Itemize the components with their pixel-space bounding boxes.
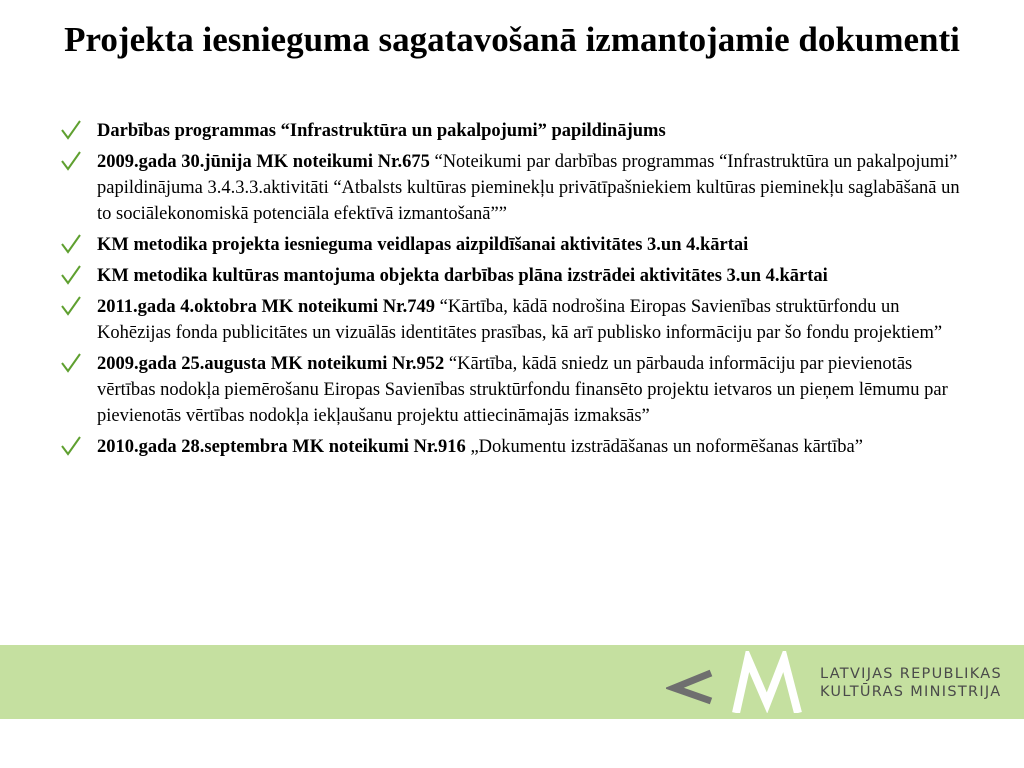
checkmark-icon [60, 119, 82, 141]
checkmark-icon [60, 264, 82, 286]
checkmark-icon [60, 295, 82, 317]
document-list [60, 118, 970, 465]
km-logo-icon [666, 651, 806, 713]
item-text: “Kārtība, kādā nodrošina Eiropas Savienības struktūrfondu un Kohēzijas fonda publicitātes un vizuālās identitātes prasības, kā arī publisko informāciju par šo fondu projektiem” [97, 297, 943, 343]
checkmark-icon [60, 150, 82, 172]
item-bold-text: 2009.gada 25.augusta MK noteikumi Nr.952 [97, 354, 445, 374]
slide-title: Projekta iesnieguma sagatavošanā izmantojamie dokumenti [64, 20, 960, 59]
ministry-name [820, 665, 1002, 701]
list-item [60, 434, 970, 460]
list-item [60, 351, 970, 429]
ministry-line-2: KULTŪRAS MINISTRIJA [820, 684, 1002, 700]
item-bold-text: 2011.gada 4.oktobra MK noteikumi Nr.749 [97, 297, 435, 317]
item-text: “Kārtība, kādā sniedz un pārbauda informāciju par pievienotās vērtības nodokļa piemērošanu Eiropas Savienības struktūrfondu finansēto projektu ietvaros un pieņem lēmumu par pievienotās vērtības nodokļa iekļaušanu projektu attiecināmajās izmaksās” [97, 354, 948, 426]
checkmark-icon [60, 352, 82, 374]
item-text: „Dokumentu izstrādāšanas un noformēšanas kārtība” [465, 437, 863, 457]
checkmark-icon [60, 435, 82, 457]
item-text: “Noteikumi par darbības programmas “Infrastruktūra un pakalpojumi” papildinājuma 3.4.3.3.aktivitāti “Atbalsts kultūras pieminekļu privātīpašniekiem kultūras pieminekļu saglabāšanā un to sociālekonomiskā potenciāla efektīvā izmantošanā”” [97, 152, 960, 224]
list-item [60, 149, 970, 227]
item-bold-text: Darbības programmas “Infrastruktūra un pakalpojumi” papildinājums [97, 121, 666, 141]
list-item [60, 118, 970, 144]
footer-band [0, 645, 1024, 719]
list-item [60, 232, 970, 258]
item-bold-text: 2010.gada 28.septembra MK noteikumi Nr.916 [97, 437, 466, 457]
item-bold-text: 2009.gada 30.jūnija MK noteikumi Nr.675 [97, 152, 430, 172]
list-item [60, 294, 970, 346]
item-bold-text: KM metodika kultūras mantojuma objekta darbības plāna izstrādei aktivitātes 3.un 4.kārtai [97, 266, 828, 286]
item-bold-text: KM metodika projekta iesnieguma veidlapas aizpildīšanai aktivitātes 3.un 4.kārtai [97, 235, 749, 255]
checkmark-icon [60, 233, 82, 255]
list-item [60, 263, 970, 289]
ministry-line-1: LATVIJAS REPUBLIKAS [820, 666, 1002, 682]
